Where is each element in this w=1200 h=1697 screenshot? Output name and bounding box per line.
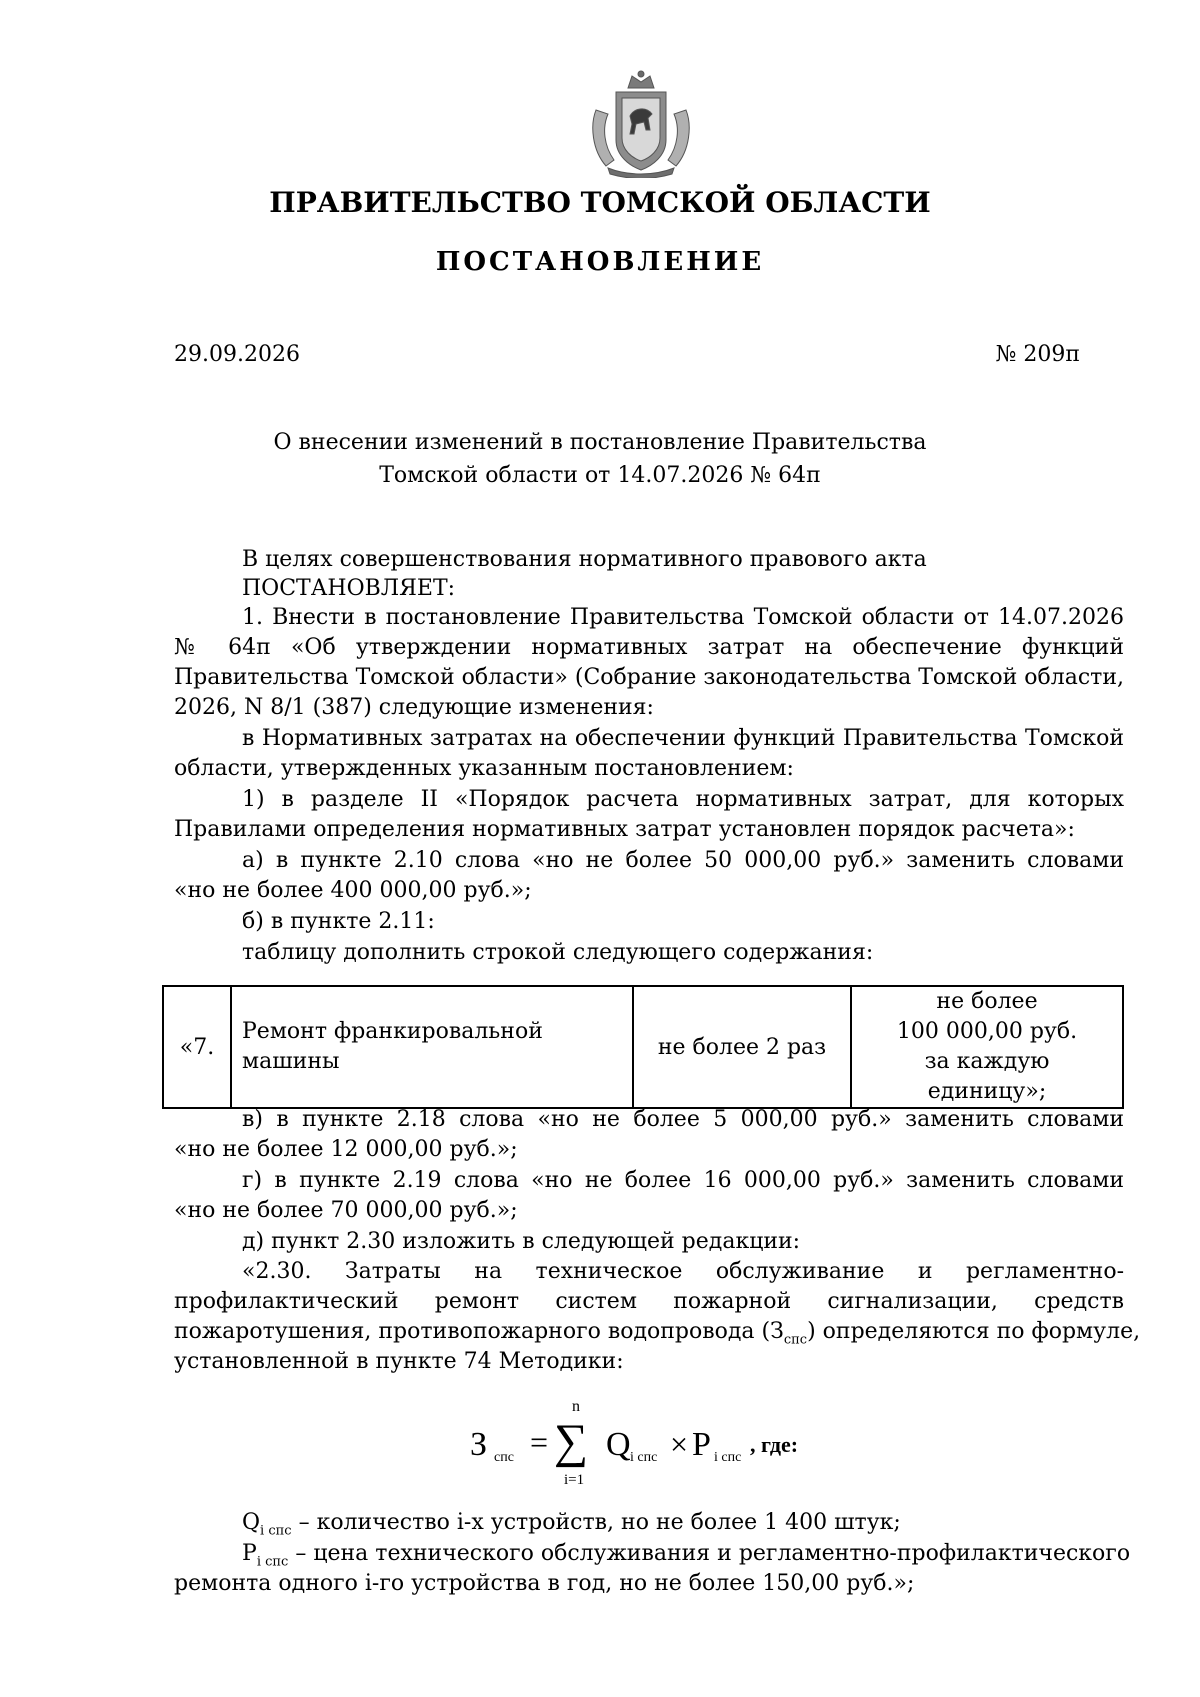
intro-text: В целях совершенствования нормативного правового акта: [242, 547, 927, 572]
text-fragment: ) определяются по формуле,: [807, 1319, 1141, 1344]
sigma-icon: ∑: [554, 1415, 589, 1468]
table-cell-number: «7.: [163, 986, 231, 1108]
formula-p: P: [692, 1426, 711, 1463]
paragraph-line: таблицу дополнить строкой следующего содержания:: [242, 940, 874, 965]
formula-equals: =: [530, 1424, 549, 1460]
paragraph-line: № 64п «Об утверждении нормативных затрат на обеспечение функций: [174, 635, 1124, 660]
paragraph-line: 1) в разделе II «Порядок расчета нормативных затрат, для которых: [242, 787, 1124, 812]
table-row: [163, 986, 1123, 1108]
paragraph-line: «но не более 12 000,00 руб.»;: [174, 1137, 518, 1162]
price-line: 100 000,00 руб.: [896, 1019, 1078, 1044]
document-date: 29.09.2026: [174, 342, 300, 367]
paragraph-line: «но не более 400 000,00 руб.»;: [174, 878, 532, 903]
document-number: № 209п: [995, 342, 1080, 367]
symbol: P: [242, 1541, 257, 1566]
formula-lower-limit: i=1: [564, 1472, 585, 1488]
paragraph-line: г) в пункте 2.19 слова «но не более 16 000,00 руб.» заменить словами: [242, 1168, 1124, 1193]
paragraph-line: Правилами определения нормативных затрат установлен порядок расчета»:: [174, 817, 1075, 842]
paragraph-line: б) в пункте 2.11:: [242, 909, 435, 934]
paragraph-line: д) пункт 2.30 изложить в следующей редакции:: [242, 1229, 801, 1254]
formula-tail: , где:: [750, 1432, 799, 1457]
formula-upper-limit: n: [572, 1398, 580, 1415]
paragraph-line: в) в пункте 2.18 слова «но не более 5 000,00 руб.» заменить словами: [242, 1107, 1124, 1132]
price-line: не более: [936, 989, 1038, 1014]
table-cell-price: [851, 986, 1123, 1108]
formula-p-sub: i спс: [714, 1450, 742, 1465]
subject-line: Томской области от 14.07.2026 № 64п: [379, 463, 821, 488]
paragraph-line: 2026, N 8/1 (387) следующие изменения:: [174, 695, 654, 720]
formula-q: Q: [606, 1426, 631, 1463]
formula-times: ×: [670, 1426, 689, 1462]
formula-q-sub: i спс: [630, 1450, 658, 1465]
document-type: ПОСТАНОВЛЕНИЕ: [435, 247, 765, 277]
table-cell-frequency: не более 2 раз: [633, 986, 851, 1108]
paragraph-line: области, утвержденных указанным постановлением:: [174, 756, 794, 781]
paragraph-line: установленной в пункте 74 Методики:: [174, 1349, 624, 1374]
paragraph-line: [174, 1319, 1140, 1347]
decree-word: ПОСТАНОВЛЯЕТ:: [242, 576, 456, 601]
paragraph-line: Правительства Томской области» (Собрание законодательства Томской области,: [174, 665, 1124, 690]
paragraph-line: 1. Внести в постановление Правительства Томской области от 14.07.2026: [242, 605, 1124, 630]
subject-line: О внесении изменений в постановление Правительства: [273, 430, 927, 455]
table-cell-name: Ремонт франкировальной машины: [231, 986, 633, 1108]
text-fragment: пожаротушения, противопожарного водопровода (З: [174, 1319, 784, 1344]
price-line: за каждую единицу»;: [924, 1049, 1050, 1104]
subscript: i спс: [260, 1523, 292, 1539]
formula-lhs: З: [470, 1426, 488, 1463]
coat-of-arms-emblem-icon: [588, 70, 694, 178]
document-subject: [0, 426, 1200, 492]
paragraph-line: в Нормативных затратах на обеспечении функций Правительства Томской: [242, 726, 1124, 751]
paragraph-line: а) в пункте 2.10 слова «но не более 50 000,00 руб.» заменить словами: [242, 848, 1124, 873]
amendment-table: [162, 985, 1124, 1109]
paragraph-line: ремонта одного i-го устройства в год, но не более 150,00 руб.»;: [174, 1571, 915, 1596]
definition-q: [242, 1510, 901, 1538]
subscript: спс: [783, 1332, 808, 1348]
paragraph-line: профилактический ремонт систем пожарной сигнализации, средств: [174, 1289, 1124, 1314]
definition-text: – количество i-х устройств, но не более 1 400 штук;: [291, 1510, 901, 1535]
subscript: i спс: [256, 1554, 289, 1570]
paragraph-line: «но не более 70 000,00 руб.»;: [174, 1198, 518, 1223]
cost-formula: [470, 1398, 870, 1492]
paragraph-line: «2.30. Затраты на техническое обслуживание и регламентно-: [242, 1259, 1124, 1284]
formula-lhs-sub: спс: [494, 1450, 514, 1465]
definition-text: – цена технического обслуживания и регламентно-профилактического: [288, 1541, 1131, 1566]
definition-p: [242, 1541, 1131, 1570]
symbol: Q: [242, 1510, 261, 1535]
government-name: ПРАВИТЕЛЬСТВО ТОМСКОЙ ОБЛАСТИ: [269, 186, 931, 219]
